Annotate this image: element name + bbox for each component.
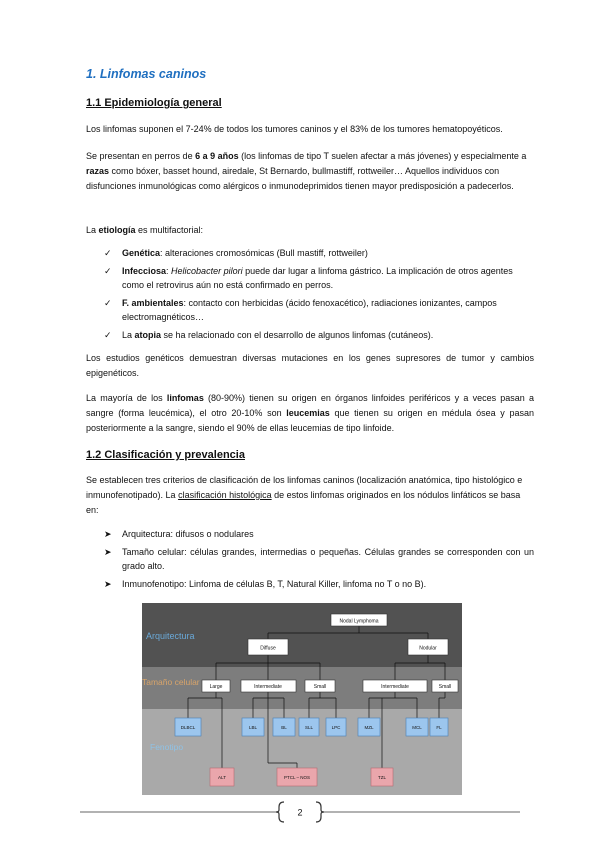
node-lpc — [326, 718, 346, 736]
arrow-bullet-icon: ➤ — [104, 578, 112, 589]
left-brace-icon — [276, 802, 284, 822]
node-diffuse — [248, 639, 288, 655]
node-fl — [430, 718, 448, 736]
paragraph-age-breeds: Se presentan en perros de 6 a 9 años (los linfomas de tipo T suelen afectar a más jóvenes) y especialmente a razas como bóxer, basset hound, airedale, St Bernardo, bullmastiff, rottweiler… Aquellos individuos con disfunciones inmunológicas como alérgicos o inmunodeprimidos tienen mayor predisposición a padecerlos. — [86, 151, 527, 191]
paragraph-incidence: Los linfomas suponen el 7-24% de todos los tumores caninos y el 83% de los tumores hematopoyéticos. — [86, 124, 503, 134]
node-mzl — [358, 718, 380, 736]
svg-text:Intermediate: Intermediate — [381, 684, 409, 690]
node-size-intermediate-nodular — [363, 680, 427, 692]
node-tzl — [371, 768, 393, 786]
chapter-heading: 1. Linfomas caninos — [86, 67, 207, 81]
arrow-bullet-icon: ➤ — [104, 546, 112, 557]
band-label-cell-size: Tamaño celular — [142, 677, 200, 687]
svg-text:Diffuse: Diffuse — [260, 645, 276, 652]
section-title-classification: 1.2 Clasificación y prevalencia — [86, 449, 245, 461]
list-item: ✓ Infecciosa: Helicobacter pilori puede dar lugar a linfoma gástrico. La implicación de otros agentes como el retrovirus aún no está confirmado en perros. — [104, 265, 513, 290]
list-item: ✓ F. ambientales: contacto con herbicidas (ácido fenoxacético), radiaciones ionizantes, campos electromagnéticos… — [104, 297, 497, 322]
list-item: ✓ Genética: alteraciones cromosómicas (Bull mastiff, rottweiler) — [104, 246, 534, 261]
paragraph-origin: La mayoría de los linfomas (80-90%) tienen su origen en órganos linfoides periféricos y a veces pasan a sangre (forma leucémica), el otro 20-10% son leucemias que tienen su origen en médula ósea y pasan posteriormente a la sangre, siendo el 90% de ellas leucemias de tipo linfoide. — [86, 393, 534, 433]
arrow-bullet-icon: ➤ — [104, 529, 112, 539]
svg-text:MZL: MZL — [364, 725, 374, 730]
svg-text:FL: FL — [436, 725, 442, 730]
node-dlbcl — [175, 718, 201, 736]
check-icon: ✓ — [104, 329, 112, 340]
list-item: ➤ Arquitectura: difusos o nodulares — [104, 527, 534, 542]
svg-text:Small: Small — [313, 684, 327, 690]
section-title-epidemiology: 1.1 Epidemiología general — [86, 97, 222, 109]
node-size-intermediate — [241, 680, 296, 692]
check-icon: ✓ — [104, 248, 112, 258]
svg-text:ALT: ALT — [218, 775, 226, 780]
list-item: ✓ La atopia se ha relacionado con el desarrollo de algunos linfomas (cutáneos). — [104, 328, 534, 343]
svg-text:Small: Small — [438, 684, 452, 690]
page-footer — [80, 800, 520, 824]
node-lbl — [242, 718, 264, 736]
paragraph-genetics: Los estudios genéticos demuestran diversas mutaciones en los genes supresores de tumor y cambios epigenéticos. — [86, 353, 534, 378]
right-brace-icon — [316, 802, 324, 822]
node-size-large — [202, 680, 230, 692]
node-size-small-nodular — [432, 680, 458, 692]
band-label-architecture: Arquitectura — [146, 631, 195, 641]
svg-text:Nodal Lymphoma: Nodal Lymphoma — [339, 618, 379, 625]
svg-text:TZL: TZL — [377, 775, 387, 780]
svg-text:Nodular: Nodular — [419, 645, 437, 652]
paragraph-classification: Se establecen tres criterios de clasificación de los linfomas caninos (localización anatómica, tipo histológico e inmunofenotipado). La clasificación histológica de estos linfomas originados en los nódulos linfáticos se basa en: — [86, 475, 523, 515]
list-item: ➤ Inmunofenotipo: Linfoma de células B, T, Natural Killer, linfoma no T o no B). — [104, 577, 534, 592]
node-sll — [299, 718, 319, 736]
lymphoma-classification-diagram — [142, 603, 462, 795]
svg-text:SLL: SLL — [304, 725, 314, 730]
svg-text:DLBCL: DLBCL — [180, 725, 196, 730]
svg-text:MCL: MCL — [412, 725, 422, 730]
band-label-phenotype: Fenotipo — [150, 742, 184, 752]
svg-text:LPC: LPC — [331, 725, 341, 730]
node-ptcl-nos — [277, 768, 317, 786]
check-icon: ✓ — [104, 297, 112, 308]
check-icon: ✓ — [104, 265, 112, 276]
svg-text:Large: Large — [209, 684, 223, 690]
svg-text:BL: BL — [281, 725, 287, 730]
page-number: 2 — [297, 807, 303, 818]
svg-text:Intermediate: Intermediate — [254, 684, 282, 690]
classification-criteria-list — [104, 527, 534, 594]
svg-text:PTCL – NOS: PTCL – NOS — [283, 775, 311, 780]
paragraph-etiology-intro: La etiología es multifactorial: — [86, 225, 204, 235]
etiology-list — [104, 246, 534, 345]
node-nodular — [408, 639, 448, 655]
svg-text:LBL: LBL — [248, 725, 258, 730]
list-item: ➤ Tamaño celular: células grandes, intermedias o pequeñas. Células grandes se corresponden con un grado alto. — [104, 546, 534, 571]
node-mcl — [406, 718, 428, 736]
node-nodal-lymphoma — [331, 614, 387, 626]
node-size-small — [305, 680, 335, 692]
node-bl — [273, 718, 295, 736]
node-alt — [210, 768, 234, 786]
